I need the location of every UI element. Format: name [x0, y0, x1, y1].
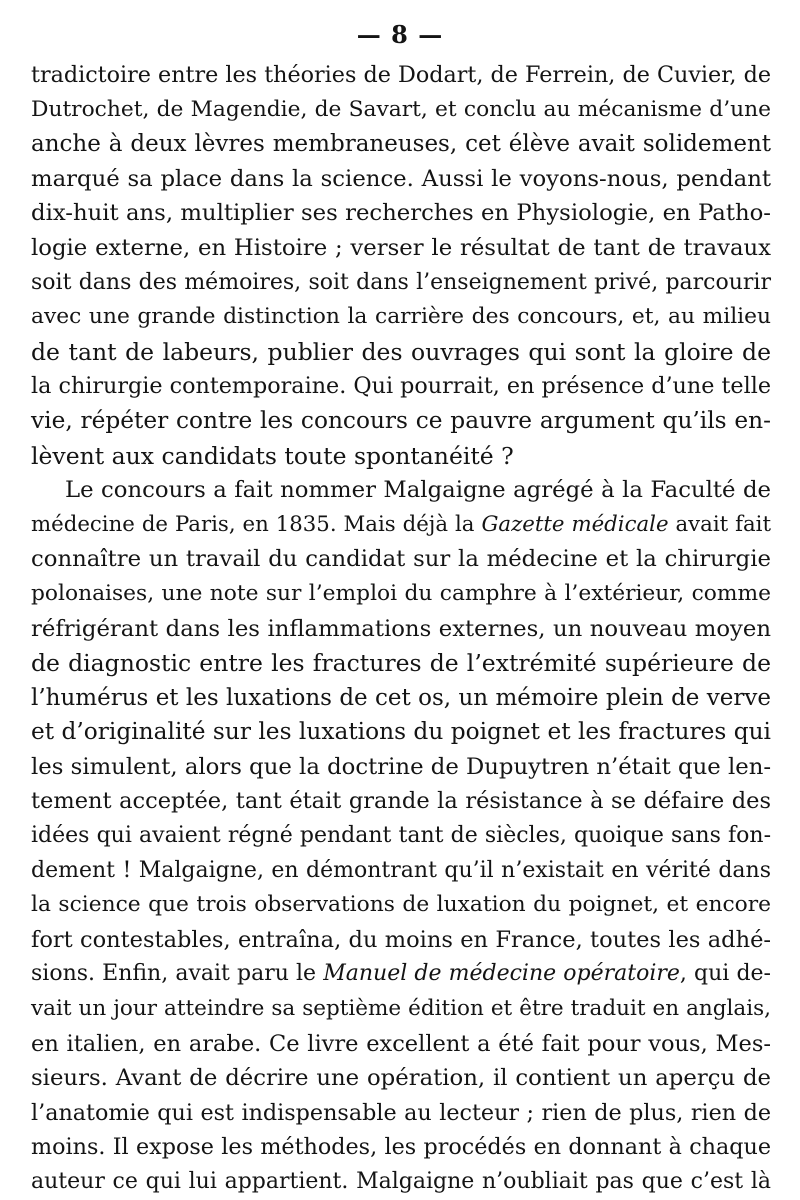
- text-line: fort contestables, entraîna, du moins en France, toutes les adhé-: [31, 926, 771, 953]
- text-segment: , qui de-: [679, 961, 771, 987]
- paragraph-start-line: Le concours a fait nommer Malgaigne agrégé à la Faculté de: [65, 477, 771, 504]
- text-line-with-italic: [31, 508, 771, 543]
- text-line: tradictoire entre les théories de Dodart, de Ferrein, de Cuvier, de: [31, 62, 771, 88]
- text-line: logie externe, en Histoire ; verser le résultat de tant de travaux: [31, 234, 771, 261]
- text-segment: médecine de Paris, en 1835. Mais déjà la: [31, 511, 482, 537]
- text-line: l’anatomie qui est indispensable au lecteur ; rien de plus, rien de: [31, 1099, 771, 1126]
- text-line: anche à deux lèvres membraneuses, cet élève avait solidement: [31, 131, 771, 158]
- text-line: en italien, en arabe. Ce livre excellent a été fait pour vous, Mes-: [31, 1030, 771, 1057]
- text-line: soit dans des mémoires, soit dans l’enseignement privé, parcourir: [31, 269, 771, 295]
- text-line: dix-huit ans, multiplier ses recherches en Physiologie, en Patho-: [31, 200, 771, 227]
- text-line: moins. Il expose les méthodes, les procédés en donnant à chaque: [31, 1134, 771, 1161]
- text-line: vie, répéter contre les concours ce pauvre argument qu’ils en-: [31, 406, 771, 434]
- paragraph-end-line: lèvent aux candidats toute spontanéité ?: [31, 441, 514, 470]
- text-line: de diagnostic entre les fractures de l’extrémité supérieure de: [31, 649, 771, 678]
- text-line: connaître un travail du candidat sur la médecine et la chirurgie: [31, 546, 771, 573]
- page-number: — 8 —: [356, 20, 444, 49]
- text-line: sieurs. Avant de décrire une opération, il contient un aperçu de: [31, 1065, 771, 1092]
- text-line: réfrigérant dans les inflammations externes, un nouveau moyen: [31, 615, 771, 642]
- text-line: polonaises, une note sur l’emploi du camphre à l’extérieur, comme: [31, 580, 771, 606]
- text-line: la science que trois observations de luxation du poignet, et encore: [31, 892, 771, 918]
- body-text: [31, 58, 771, 1200]
- text-line: auteur ce qui lui appartient. Malgaigne n’oubliait pas que c’est là: [31, 1169, 771, 1194]
- text-segment: sions. Enfin, avait paru le: [31, 961, 324, 987]
- text-line: idées qui avaient régné pendant tant de siècles, quoique sans fon-: [31, 823, 771, 849]
- text-line: l’humérus et les luxations de cet os, un mémoire plein de verve: [31, 684, 771, 711]
- italic-title: Gazette médicale: [481, 511, 669, 537]
- text-line: tement acceptée, tant était grande la résistance à se défaire des: [31, 788, 771, 815]
- text-line-with-italic: [31, 957, 771, 992]
- text-line: marqué sa place dans la science. Aussi le voyons-nous, pendant: [31, 165, 771, 192]
- text-line: Dutrochet, de Magendie, de Savart, et conclu au mécanisme d’une: [31, 96, 771, 122]
- text-line: avec une grande distinction la carrière des concours, et, au milieu: [31, 304, 771, 330]
- italic-title: Manuel de médecine opératoire: [323, 961, 680, 987]
- text-line: dement ! Malgaigne, en démontrant qu’il n’existait en vérité dans: [31, 857, 771, 883]
- text-segment: avait fait: [668, 511, 771, 537]
- text-line: la chirurgie contemporaine. Qui pourrait, en présence d’une telle: [31, 373, 771, 400]
- text-line: de tant de labeurs, publier des ouvrages qui sont la gloire de: [31, 337, 771, 366]
- text-line: vait un jour atteindre sa septième édition et être traduit en anglais,: [31, 996, 771, 1022]
- text-line: les simulent, alors que la doctrine de Dupuytren n’était que len-: [31, 753, 772, 780]
- text-line: et d’originalité sur les luxations du poignet et les fractures qui: [31, 718, 771, 746]
